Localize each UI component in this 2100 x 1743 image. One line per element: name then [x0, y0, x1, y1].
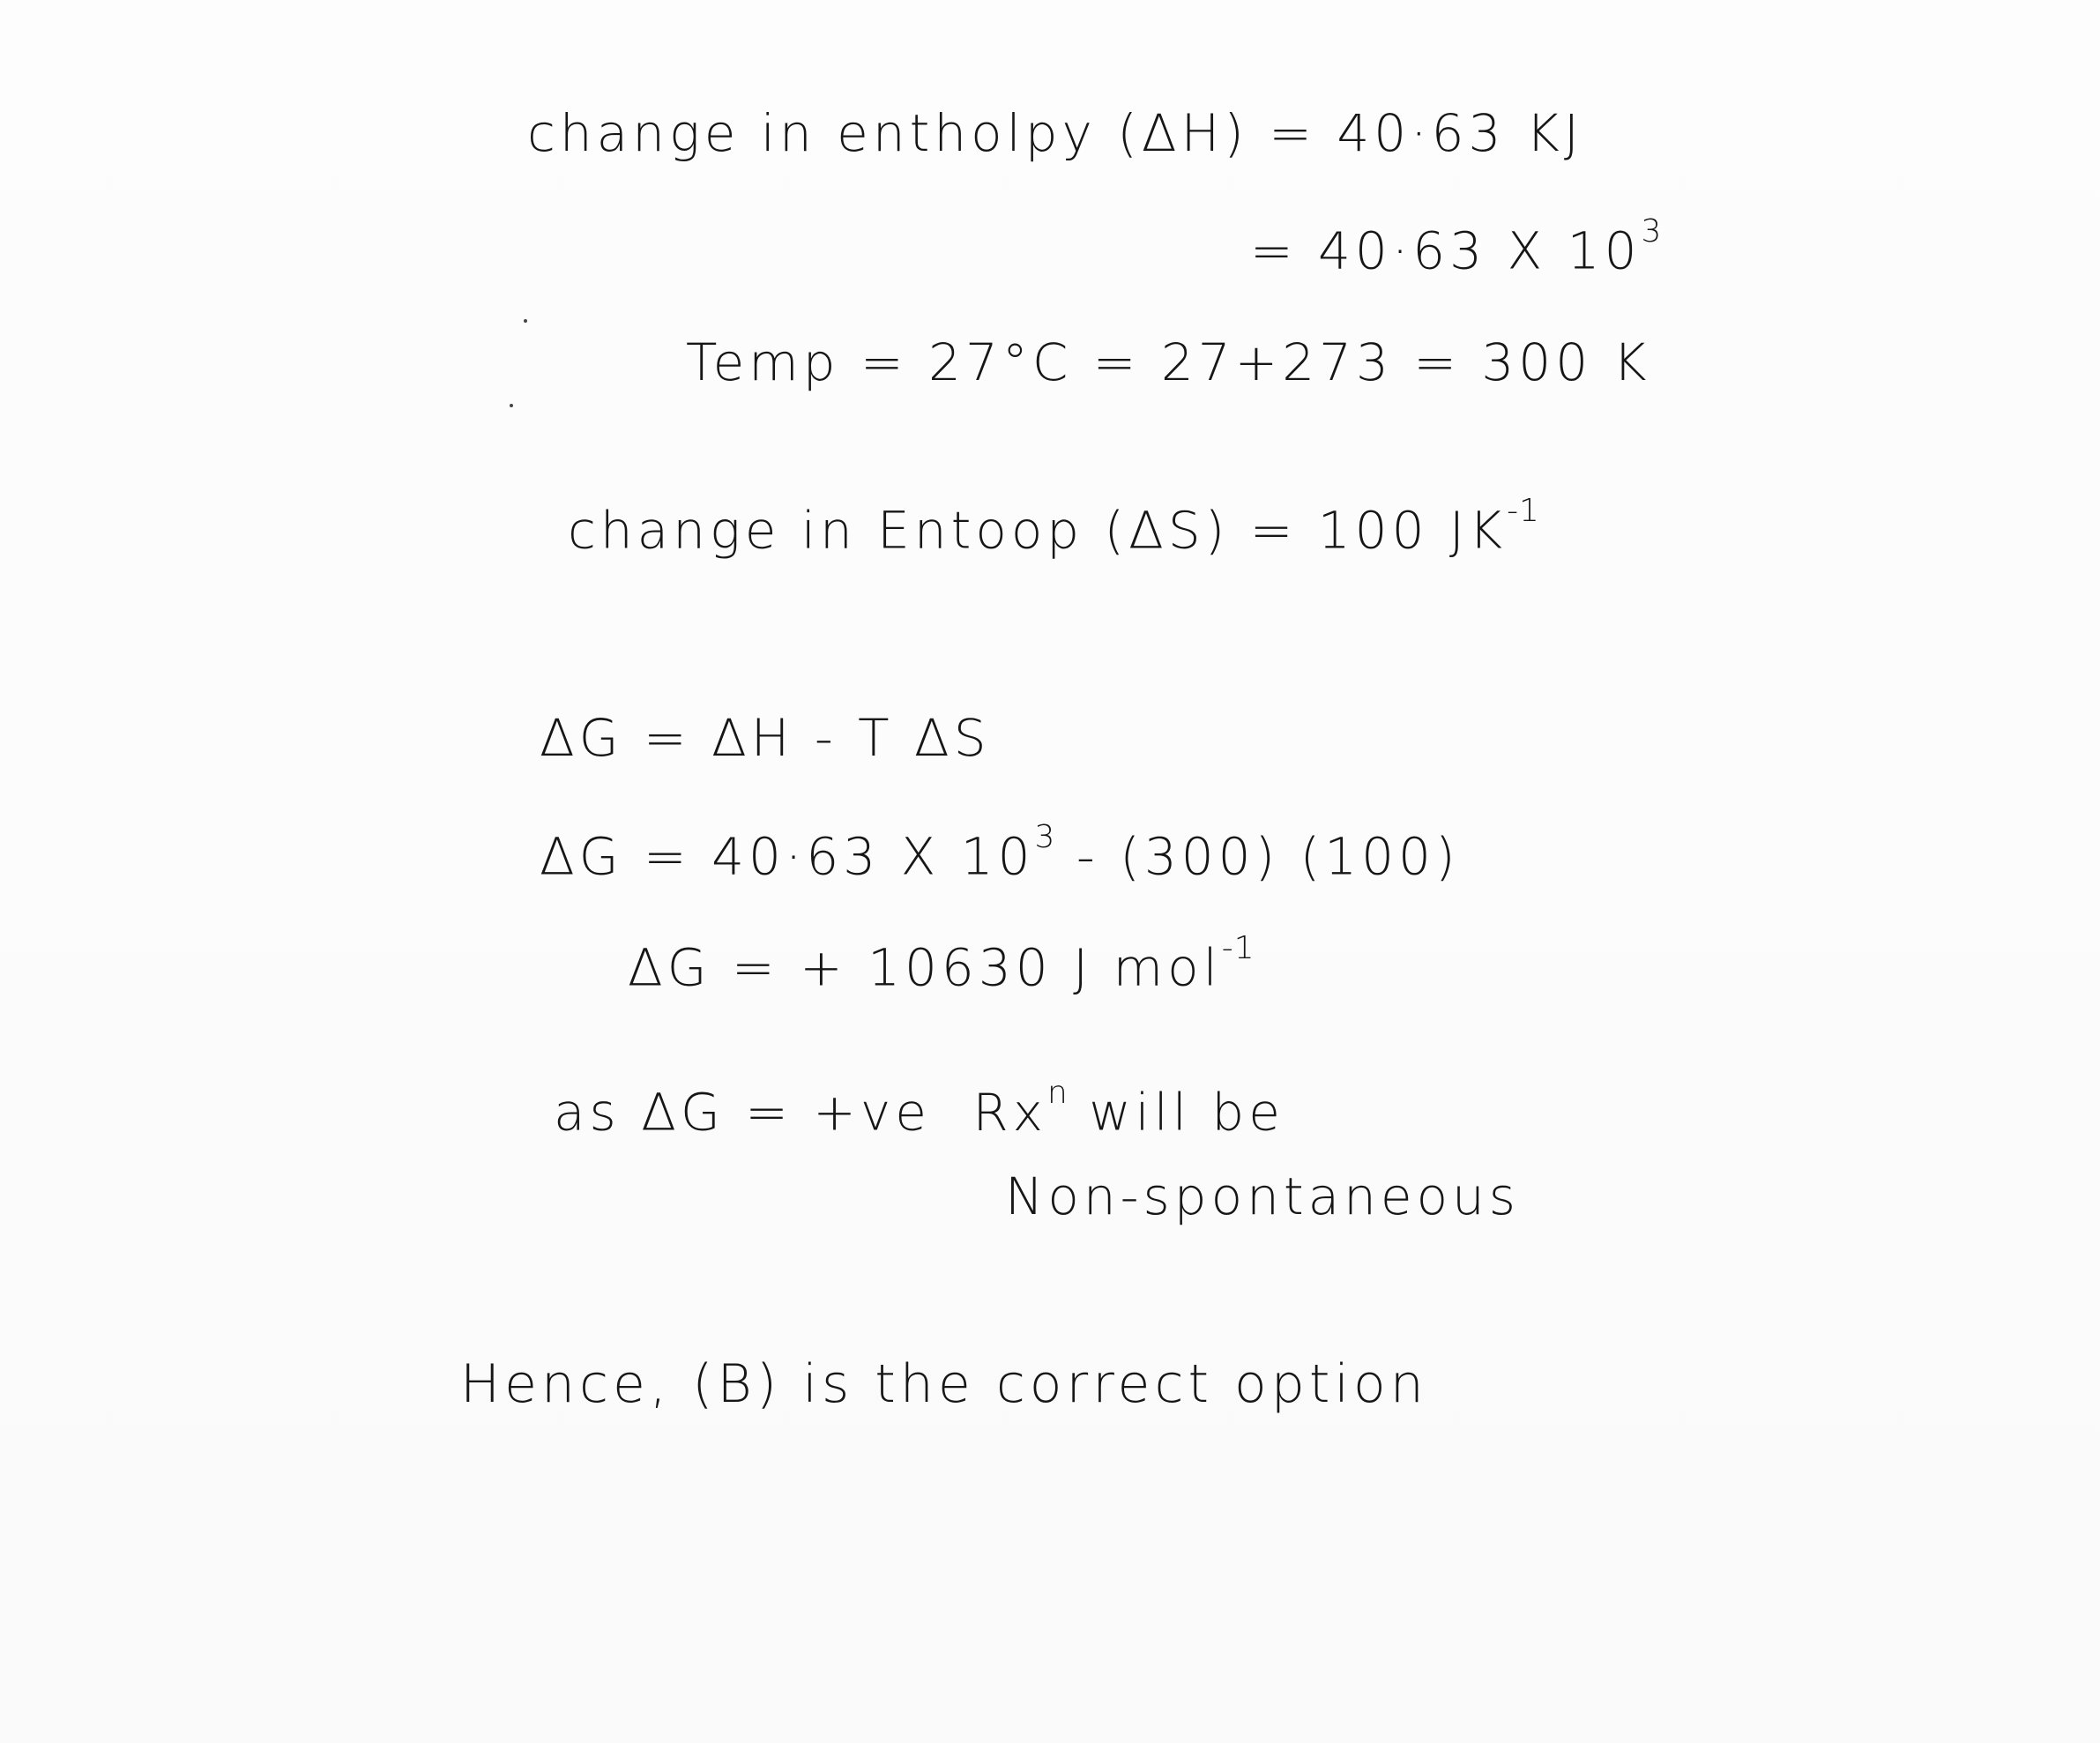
paper-speck — [524, 319, 527, 323]
reaction-superscript: n — [1046, 1075, 1069, 1111]
gibbs-substitution-value: ΔG = 40·63 X 10 — [540, 826, 1035, 887]
enthalpy-conversion-exponent: 3 — [1641, 213, 1663, 250]
entropy-line — [568, 493, 1540, 561]
enthalpy-conversion-line — [1250, 213, 1663, 281]
gibbs-result-line — [628, 930, 1255, 998]
enthalpy-line: change in entholpy (ΔH) = 40·63 KJ — [527, 103, 1583, 163]
temperature-line: Temp = 27°C = 27+273 = 300 K — [686, 332, 1651, 392]
entropy-unit-exponent: -1 — [1507, 493, 1540, 529]
conclusion-line — [554, 1075, 1285, 1143]
gibbs-substitution-exponent: 3 — [1034, 819, 1056, 855]
conclusion-condition: as ΔG = +ve — [554, 1082, 931, 1143]
gibbs-result-exponent: -1 — [1221, 930, 1255, 966]
gibbs-substitution-tail: - (300) (100) — [1055, 826, 1460, 887]
gibbs-formula-line: ΔG = ΔH - T ΔS — [540, 708, 991, 768]
conclusion-tail: will be — [1068, 1082, 1285, 1143]
non-spontaneous-line: Non-spontaneous — [1005, 1166, 1521, 1226]
paper-speck — [510, 404, 513, 407]
gibbs-result-value: ΔG = + 10630 J mol — [628, 937, 1222, 998]
final-answer-line: Hence, (B) is the correct option — [460, 1353, 1428, 1415]
reaction-label: Rx — [972, 1082, 1047, 1143]
gibbs-substitution-line — [540, 819, 1460, 887]
entropy-value: change in Entoop (ΔS) = 100 JK — [568, 500, 1508, 561]
enthalpy-conversion-value: = 40·63 X 10 — [1250, 220, 1642, 281]
